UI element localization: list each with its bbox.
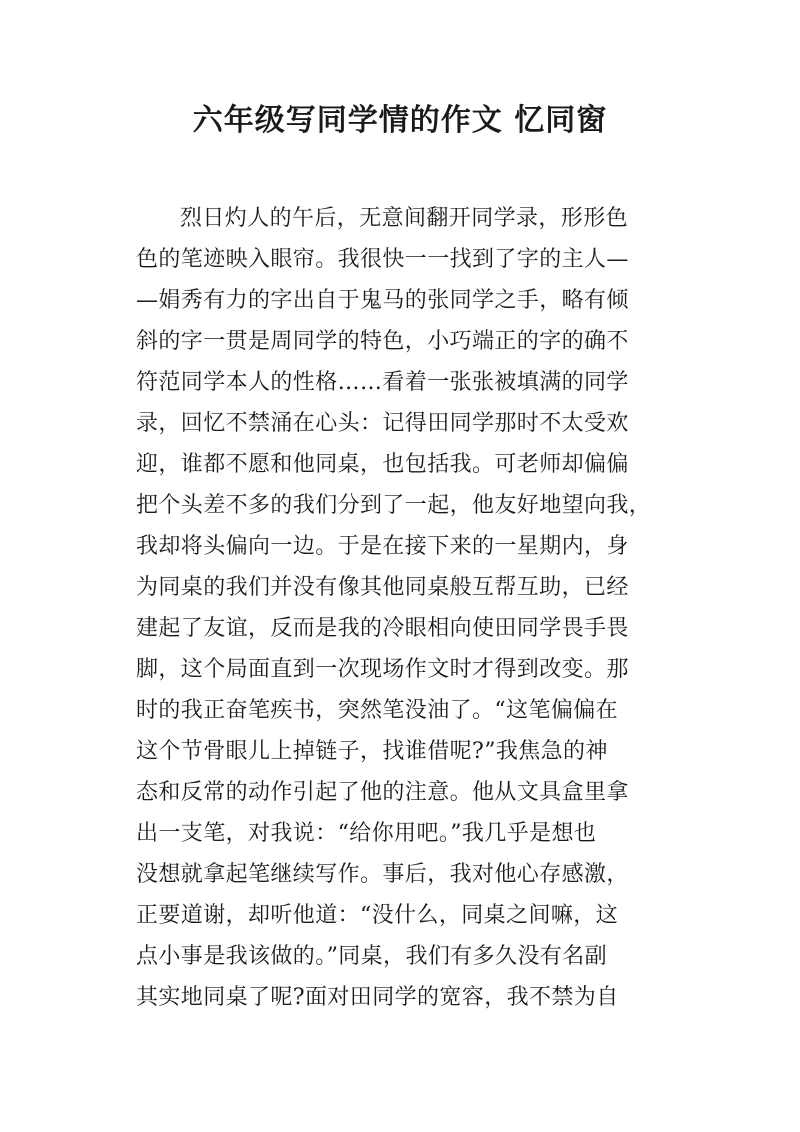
body-line: 把个头差不多的我们分到了一起，他友好地望向我， <box>136 493 652 518</box>
body-line: 其实地同桌了呢?面对田同学的宽容，我不禁为自 <box>136 985 619 1010</box>
document-title: 六年级写同学情的作文 忆同窗 <box>192 103 608 138</box>
body-line: 迎，谁都不愿和他同桌，也包括我。可老师却偏偏 <box>136 452 629 477</box>
body-line: 点小事是我该做的。”同桌，我们有多久没有名副 <box>136 944 608 969</box>
body-line: —娟秀有力的字出自于鬼马的张同学之手，略有倾 <box>136 288 629 313</box>
body-line: 脚，这个局面直到一次现场作文时才得到改变。那 <box>136 657 629 682</box>
body-line: 我却将头偏向一边。于是在接下来的一星期内，身 <box>136 534 629 559</box>
body-line: 斜的字一贯是周同学的特色，小巧端正的字的确不 <box>136 329 629 354</box>
body-line: 为同桌的我们并没有像其他同桌般互帮互助，已经 <box>136 575 629 600</box>
body-line: 建起了友谊，反而是我的冷眼相向使田同学畏手畏 <box>136 616 629 641</box>
body-line: 录，回忆不禁涌在心头：记得田同学那时不太受欢 <box>136 411 629 436</box>
body-line: 这个节骨眼儿上掉链子，找谁借呢?”我焦急的神 <box>136 739 608 764</box>
body-line: 色的笔迹映入眼帘。我很快一一找到了字的主人— <box>136 247 629 272</box>
body-line: 烈日灼人的午后，无意间翻开同学录，形形色 <box>180 206 629 231</box>
body-line: 没想就拿起笔继续写作。事后，我对他心存感激， <box>136 862 629 887</box>
body-line: 时的我正奋笔疾书，突然笔没油了。“这笔偏偏在 <box>136 698 619 723</box>
body-line: 正要道谢，却听他道：“没什么，同桌之间嘛，这 <box>136 903 619 928</box>
body-line: 符范同学本人的性格……看着一张张被填满的同学 <box>136 370 629 395</box>
body-line: 出一支笔，对我说：“给你用吧。”我几乎是想也 <box>136 821 597 846</box>
document-body <box>136 198 676 1018</box>
body-line: 态和反常的动作引起了他的注意。他从文具盒里拿 <box>136 780 629 805</box>
